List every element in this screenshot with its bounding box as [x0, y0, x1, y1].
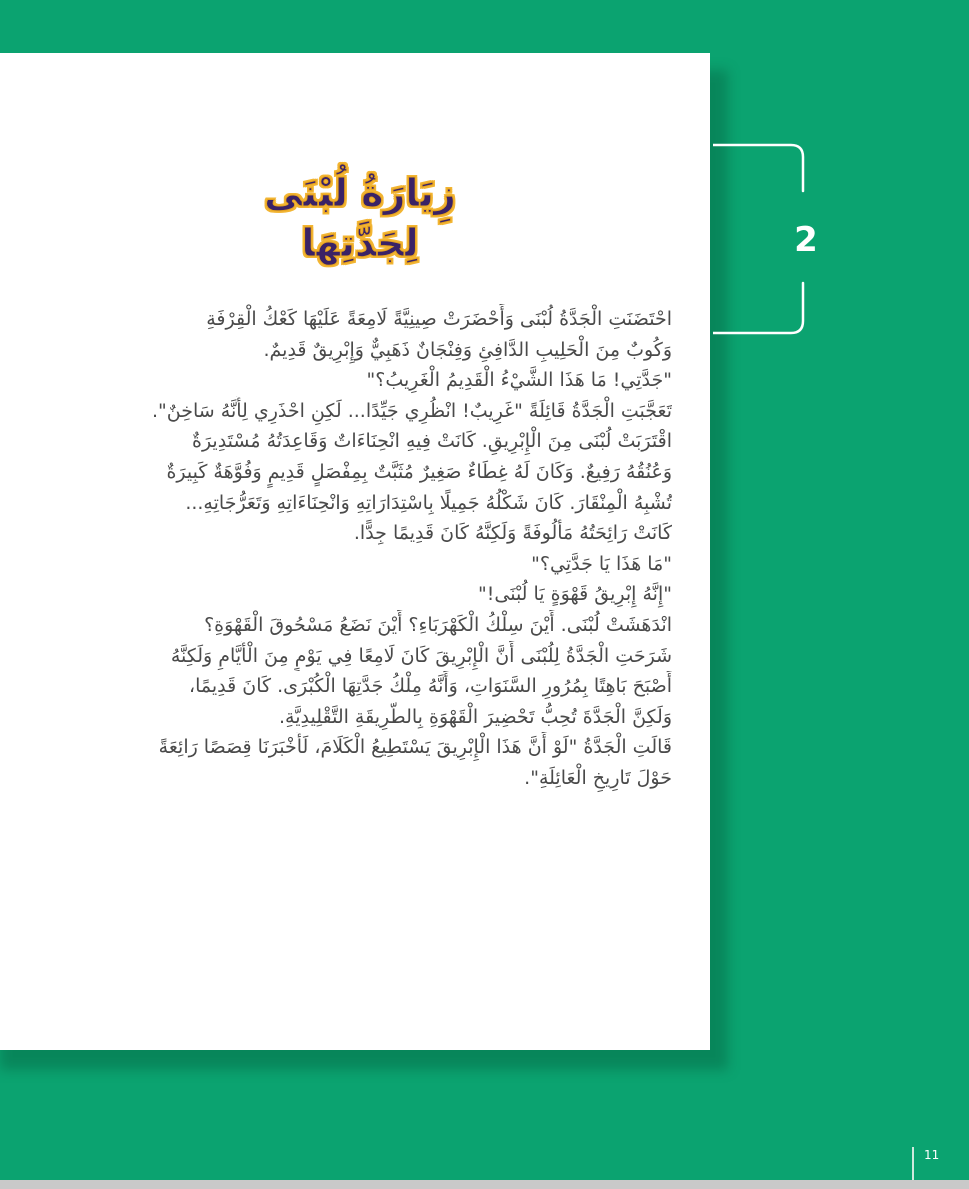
story-line: وَعُنُقُهُ رَفِيعٌ. وَكَانَ لَهُ غِطَاءٌ صَغِيرٌ مُثَبَّتٌ بِمِفْصَلٍ قَدِيمٍ وَفُوَّهَةٌ كَبِيرَةٌ [166, 460, 672, 483]
page-number-divider [912, 1147, 914, 1183]
story-body [20, 304, 672, 794]
story-page [0, 53, 710, 1050]
story-line: كَانَتْ رَائِحَتُهُ مَأْلُوفَةً وَلَكِنَّهُ كَانَ قَدِيمًا جِدًّا. [353, 522, 672, 545]
chapter-number: 2 [794, 220, 818, 260]
page-number: 11 [924, 1148, 940, 1162]
story-line: وَكُوبٌ مِنَ الْحَلِيبِ الدَّافِئِ وَفِنْجَانٌ ذَهَبِيٌّ وَإِبْرِيقٌ قَدِيمٌ. [263, 338, 672, 361]
story-line: شَرَحَتِ الْجَدَّةُ لِلُبْنَى أَنَّ الْإِبْرِيقَ كَانَ لَامِعًا فِي يَوْمٍ مِنَ الْأَيَّامِ وَلَكِنَّهُ [170, 644, 672, 667]
story-title [180, 168, 540, 268]
story-title-line-2: لِجَدَّتِهَا [301, 221, 419, 265]
story-line: تَعَجَّبَتِ الْجَدَّةُ قَائِلَةً "غَرِيبٌ! انْظُرِي جَيِّدًا... لَكِنِ احْذَرِي لِأَنَّهُ سَاخِنٌ". [152, 399, 672, 422]
story-line: "مَا هَذَا يَا جَدَّتِي؟" [531, 552, 672, 575]
story-line: تُشْبِهُ الْمِنْقَارَ. كَانَ شَكْلُهُ جَمِيلًا بِاسْتِدَارَاتِهِ وَانْحِنَاءَاتِهِ وَتَعَرُّجَاتِهِ... [185, 491, 672, 514]
story-line: انْدَهَشَتْ لُبْنَى. أَيْنَ سِلْكُ الْكَهْرَبَاءِ؟ أَيْنَ نَضَعُ مَسْحُوقَ الْقَهْوَةِ؟ [204, 613, 672, 636]
story-line: أَصْبَحَ بَاهِتًا بِمُرُورِ السَّنَوَاتِ، وَأَنَّهُ مِلْكُ جَدَّتِهَا الْكُبْرَى. كَانَ قَدِيمًا، [188, 675, 672, 698]
story-title-line-1: زِيَارَةُ لُبْنَى [264, 171, 456, 215]
story-line: قَالَتِ الْجَدَّةُ "لَوْ أَنَّ هَذَا الْإِبْرِيقَ يَسْتَطِيعُ الْكَلَامَ، لَأَخْبَرَنَا قِصَصًا رَائِعَةً [158, 736, 672, 759]
story-line: احْتَضَنَتِ الْجَدَّةُ لُبْنَى وَأَحْضَرَتْ صِينِيَّةً لَامِعَةً عَلَيْهَا كَعْكُ الْقِرْفَةِ [206, 308, 672, 330]
story-line: اقْتَرَبَتْ لُبْنَى مِنَ الْإِبْرِيقِ. كَانَتْ فِيهِ انْحِنَاءَاتٌ وَقَاعِدَتُهُ مُسْتَدِيرَةٌ [191, 430, 672, 453]
story-line: "إِنَّهُ إِبْرِيقُ قَهْوَةٍ يَا لُبْنَى!" [478, 583, 672, 606]
story-line: وَلَكِنَّ الْجَدَّةَ تُحِبُّ تَحْضِيرَ الْقَهْوَةِ بِالطَّرِيقَةِ التَّقْلِيدِيَّةِ. [278, 705, 672, 728]
story-line: حَوْلَ تَارِيخِ الْعَائِلَةِ". [524, 766, 672, 789]
bottom-strip [0, 1180, 969, 1189]
story-line: "جَدَّتِي! مَا هَذَا الشَّيْءُ الْقَدِيمُ الْغَرِيبُ؟" [366, 369, 672, 392]
